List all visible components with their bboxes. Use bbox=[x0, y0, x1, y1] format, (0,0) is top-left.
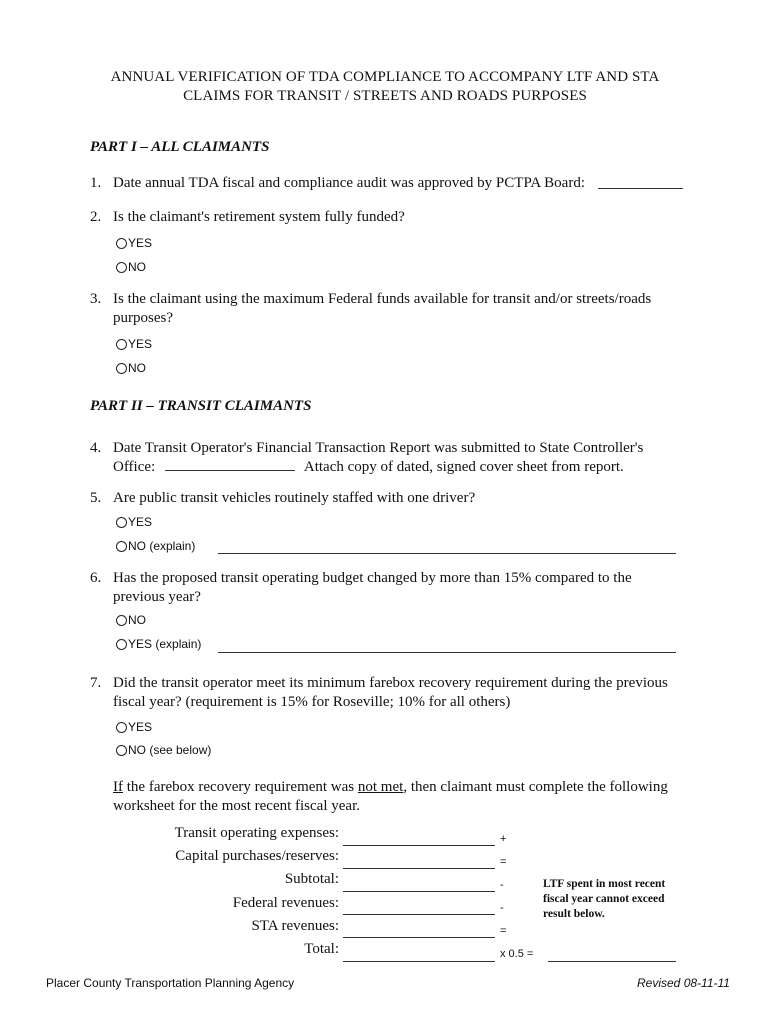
question-6-number: 6. bbox=[90, 570, 102, 586]
report-date-field[interactable] bbox=[165, 470, 295, 471]
not-met-word: not met bbox=[357, 779, 404, 795]
ws-field-federal-revenues[interactable] bbox=[343, 900, 495, 915]
ws-field-result[interactable] bbox=[548, 961, 676, 962]
ws-op-equals-2: = bbox=[500, 925, 507, 937]
question-1 bbox=[0, 174, 770, 194]
footer-revised: Revised 08-11-11 bbox=[637, 976, 730, 990]
question-3-number: 3. bbox=[90, 291, 102, 307]
q6-no-label: NO bbox=[128, 613, 146, 627]
ws-label-sta-revenues: STA revenues: bbox=[251, 918, 339, 934]
office-label: Office: bbox=[113, 459, 156, 475]
question-1-number: 1. bbox=[90, 175, 102, 191]
q3-no-option[interactable] bbox=[116, 361, 146, 375]
form-title bbox=[60, 68, 710, 106]
attach-instruction: Attach copy of dated, signed cover sheet from report. bbox=[303, 459, 624, 475]
question-3-text: Is the claimant using the maximum Federal funds available for transit and/or streets/roads purposes? bbox=[113, 291, 652, 326]
q5-no-option[interactable] bbox=[116, 539, 195, 553]
q3-yes-label: YES bbox=[128, 337, 153, 351]
q6-no-radio[interactable] bbox=[116, 615, 127, 626]
q2-no-option[interactable] bbox=[116, 260, 146, 274]
ws-field-total[interactable] bbox=[343, 947, 495, 962]
question-5-text: Are public transit vehicles routinely staffed with one driver? bbox=[113, 490, 476, 506]
ws-label-subtotal: Subtotal: bbox=[284, 871, 339, 887]
question-2-text: Is the claimant's retirement system fully funded? bbox=[113, 209, 405, 225]
question-6 bbox=[0, 569, 770, 609]
question-6-text: Has the proposed transit operating budget changed by more than 15% compared to the previous year? bbox=[113, 570, 632, 605]
q6-yes-label: YES (explain) bbox=[128, 637, 202, 651]
farebox-line1 bbox=[113, 778, 693, 797]
q3-no-radio[interactable] bbox=[116, 363, 127, 374]
ws-field-sta-revenues[interactable] bbox=[343, 923, 495, 938]
q2-no-radio[interactable] bbox=[116, 262, 127, 273]
question-5-number: 5. bbox=[90, 490, 102, 506]
q5-no-radio[interactable] bbox=[116, 541, 127, 552]
q6-no-option[interactable] bbox=[116, 613, 146, 627]
q7-yes-option[interactable] bbox=[116, 720, 152, 734]
question-2-number: 2. bbox=[90, 209, 102, 225]
question-4-number: 4. bbox=[90, 440, 102, 456]
q2-no-label: NO bbox=[128, 260, 146, 274]
ws-op-plus: + bbox=[500, 833, 507, 845]
q5-explain-field[interactable] bbox=[218, 553, 676, 554]
ws-label-transit-expenses: Transit operating expenses: bbox=[174, 825, 339, 841]
farebox-line2: worksheet for the most recent fiscal year. bbox=[113, 798, 360, 814]
q6-explain-field[interactable] bbox=[218, 652, 676, 653]
farebox-text-b: , then claimant must complete the following bbox=[403, 779, 668, 795]
farebox-instructions bbox=[113, 778, 693, 816]
ws-op-minus-2: - bbox=[500, 902, 504, 914]
if-word: If bbox=[113, 779, 123, 795]
ws-op-times-half: x 0.5 = bbox=[500, 948, 534, 960]
audit-date-field[interactable] bbox=[598, 188, 683, 189]
question-4 bbox=[0, 439, 770, 479]
q7-no-option[interactable] bbox=[116, 743, 211, 757]
q2-yes-label: YES bbox=[128, 236, 153, 250]
q6-yes-radio[interactable] bbox=[116, 639, 127, 650]
question-4-line1: Date Transit Operator's Financial Transaction Report was submitted to State Controller's bbox=[113, 440, 644, 456]
q6-yes-option[interactable] bbox=[116, 637, 201, 651]
question-7 bbox=[0, 674, 770, 714]
ws-op-equals-1: = bbox=[500, 856, 507, 868]
q5-no-label: NO (explain) bbox=[128, 539, 196, 553]
form-title-line1: ANNUAL VERIFICATION OF TDA COMPLIANCE TO ACCOMPANY LTF AND STA bbox=[110, 69, 660, 85]
q7-yes-label: YES bbox=[128, 720, 153, 734]
footer-agency: Placer County Transportation Planning Agency bbox=[46, 976, 295, 990]
ws-field-capital-purchases[interactable] bbox=[343, 854, 495, 869]
part2-heading: PART II – TRANSIT CLAIMANTS bbox=[90, 398, 312, 414]
q5-yes-label: YES bbox=[128, 515, 153, 529]
ws-field-subtotal[interactable] bbox=[343, 877, 495, 892]
q3-no-label: NO bbox=[128, 361, 146, 375]
part1-heading: PART I – ALL CLAIMANTS bbox=[90, 139, 270, 155]
q5-yes-radio[interactable] bbox=[116, 517, 127, 528]
question-4-line2 bbox=[113, 458, 683, 477]
q2-yes-radio[interactable] bbox=[116, 238, 127, 249]
ltf-note: LTF spent in most recent fiscal year cannot exceed result below. bbox=[543, 878, 666, 920]
form-title-line2: CLAIMS FOR TRANSIT / STREETS AND ROADS PURPOSES bbox=[183, 88, 587, 104]
ws-op-minus-1: - bbox=[500, 879, 504, 891]
question-7-text: Did the transit operator meet its minimum farebox recovery requirement during the previous fiscal year? (requirement is 15% for Roseville; 10% for all others) bbox=[113, 675, 668, 710]
question-2 bbox=[0, 208, 770, 228]
q7-no-radio[interactable] bbox=[116, 745, 127, 756]
q7-yes-radio[interactable] bbox=[116, 722, 127, 733]
question-5 bbox=[0, 489, 770, 509]
farebox-text-a: the farebox recovery requirement was bbox=[123, 779, 358, 795]
q5-yes-option[interactable] bbox=[116, 515, 152, 529]
q2-yes-option[interactable] bbox=[116, 236, 152, 250]
q3-yes-radio[interactable] bbox=[116, 339, 127, 350]
q3-yes-option[interactable] bbox=[116, 337, 152, 351]
ws-label-capital-purchases: Capital purchases/reserves: bbox=[175, 848, 339, 864]
ws-label-federal-revenues: Federal revenues: bbox=[232, 895, 339, 911]
question-7-number: 7. bbox=[90, 675, 102, 691]
question-3 bbox=[0, 290, 770, 330]
question-1-text: Date annual TDA fiscal and compliance audit was approved by PCTPA Board: bbox=[113, 175, 585, 191]
ws-field-transit-expenses[interactable] bbox=[343, 831, 495, 846]
q7-no-label: NO (see below) bbox=[128, 743, 212, 757]
ws-label-total: Total: bbox=[304, 941, 339, 957]
